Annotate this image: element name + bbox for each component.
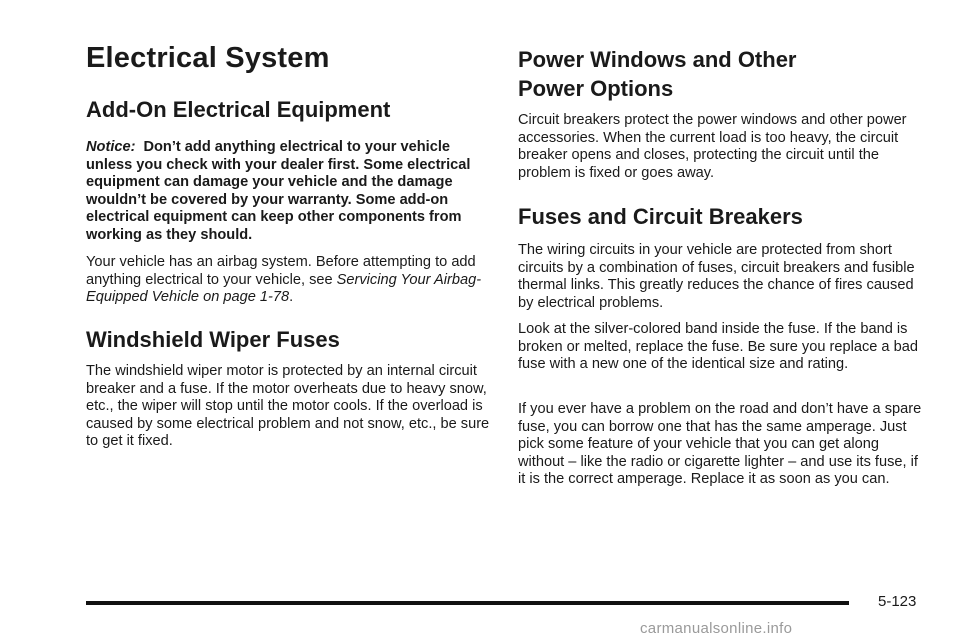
fuses-paragraph-1: The wiring circuits in your vehicle are protected from short circuits by a combination of fuses, circuit breakers and fusible thermal links. This greatly reduces the chance of fires caused by electrical problems. xyxy=(518,242,915,311)
heading-power-windows-line1: Power Windows and Other xyxy=(518,47,797,72)
airbag-text: Your vehicle has an airbag system. Before attempting to add anything electrical to your vehicle, see xyxy=(86,254,476,288)
page-title: Electrical System xyxy=(86,42,330,74)
heading-add-on-electrical: Add-On Electrical Equipment xyxy=(86,97,391,122)
fuses-paragraph-2: Look at the silver-colored band inside the fuse. If the band is broken or melted, replace the fuse. Be sure you replace a bad fuse with a new one of the identical size and rating. xyxy=(518,321,918,373)
page-number: 5-123 xyxy=(878,593,917,610)
power-windows-paragraph: Circuit breakers protect the power windows and other power accessories. When the current load is too heavy, the circuit breaker opens and closes, protecting the circuit until the problem is fixed or goes away. xyxy=(518,112,907,181)
fuses-paragraph-3: If you ever have a problem on the road and don’t have a spare fuse, you can borrow one that has the same amperage. Just pick some feature of your vehicle that you can get along without – like the radio or cigarette lighter – and use its fuse, if it is the correct amperage. Replace it as soon as you can. xyxy=(518,401,922,488)
watermark: carmanualsonline.info xyxy=(640,620,793,637)
heading-power-windows-line2: Power Options xyxy=(518,76,674,101)
heading-windshield-wiper-fuses: Windshield Wiper Fuses xyxy=(86,327,340,352)
footer-rule xyxy=(86,601,849,605)
airbag-paragraph xyxy=(86,254,494,307)
heading-fuses-circuit-breakers: Fuses and Circuit Breakers xyxy=(518,204,803,229)
notice-paragraph xyxy=(86,139,494,245)
notice-text: Don’t add anything electrical to your vehicle unless you check with your dealer first. Some electrical equipment can damage your vehicle and the damage wouldn’t be covered by your warranty. Some add-on electrical equipment can keep other components from working as they should. xyxy=(86,139,471,243)
airbag-text-end: . xyxy=(289,289,294,306)
wiper-paragraph: The windshield wiper motor is protected by an internal circuit breaker and a fuse. If the motor overheats due to heavy snow, etc., the wiper will stop until the motor cools. If the overload is caused by some electrical problem and not snow, etc., be sure to get it fixed. xyxy=(86,363,490,450)
notice-label: Notice: xyxy=(86,139,136,155)
airbag-page-reference[interactable]: Servicing Your Airbag-Equipped Vehicle on page 1-78 xyxy=(86,271,482,306)
